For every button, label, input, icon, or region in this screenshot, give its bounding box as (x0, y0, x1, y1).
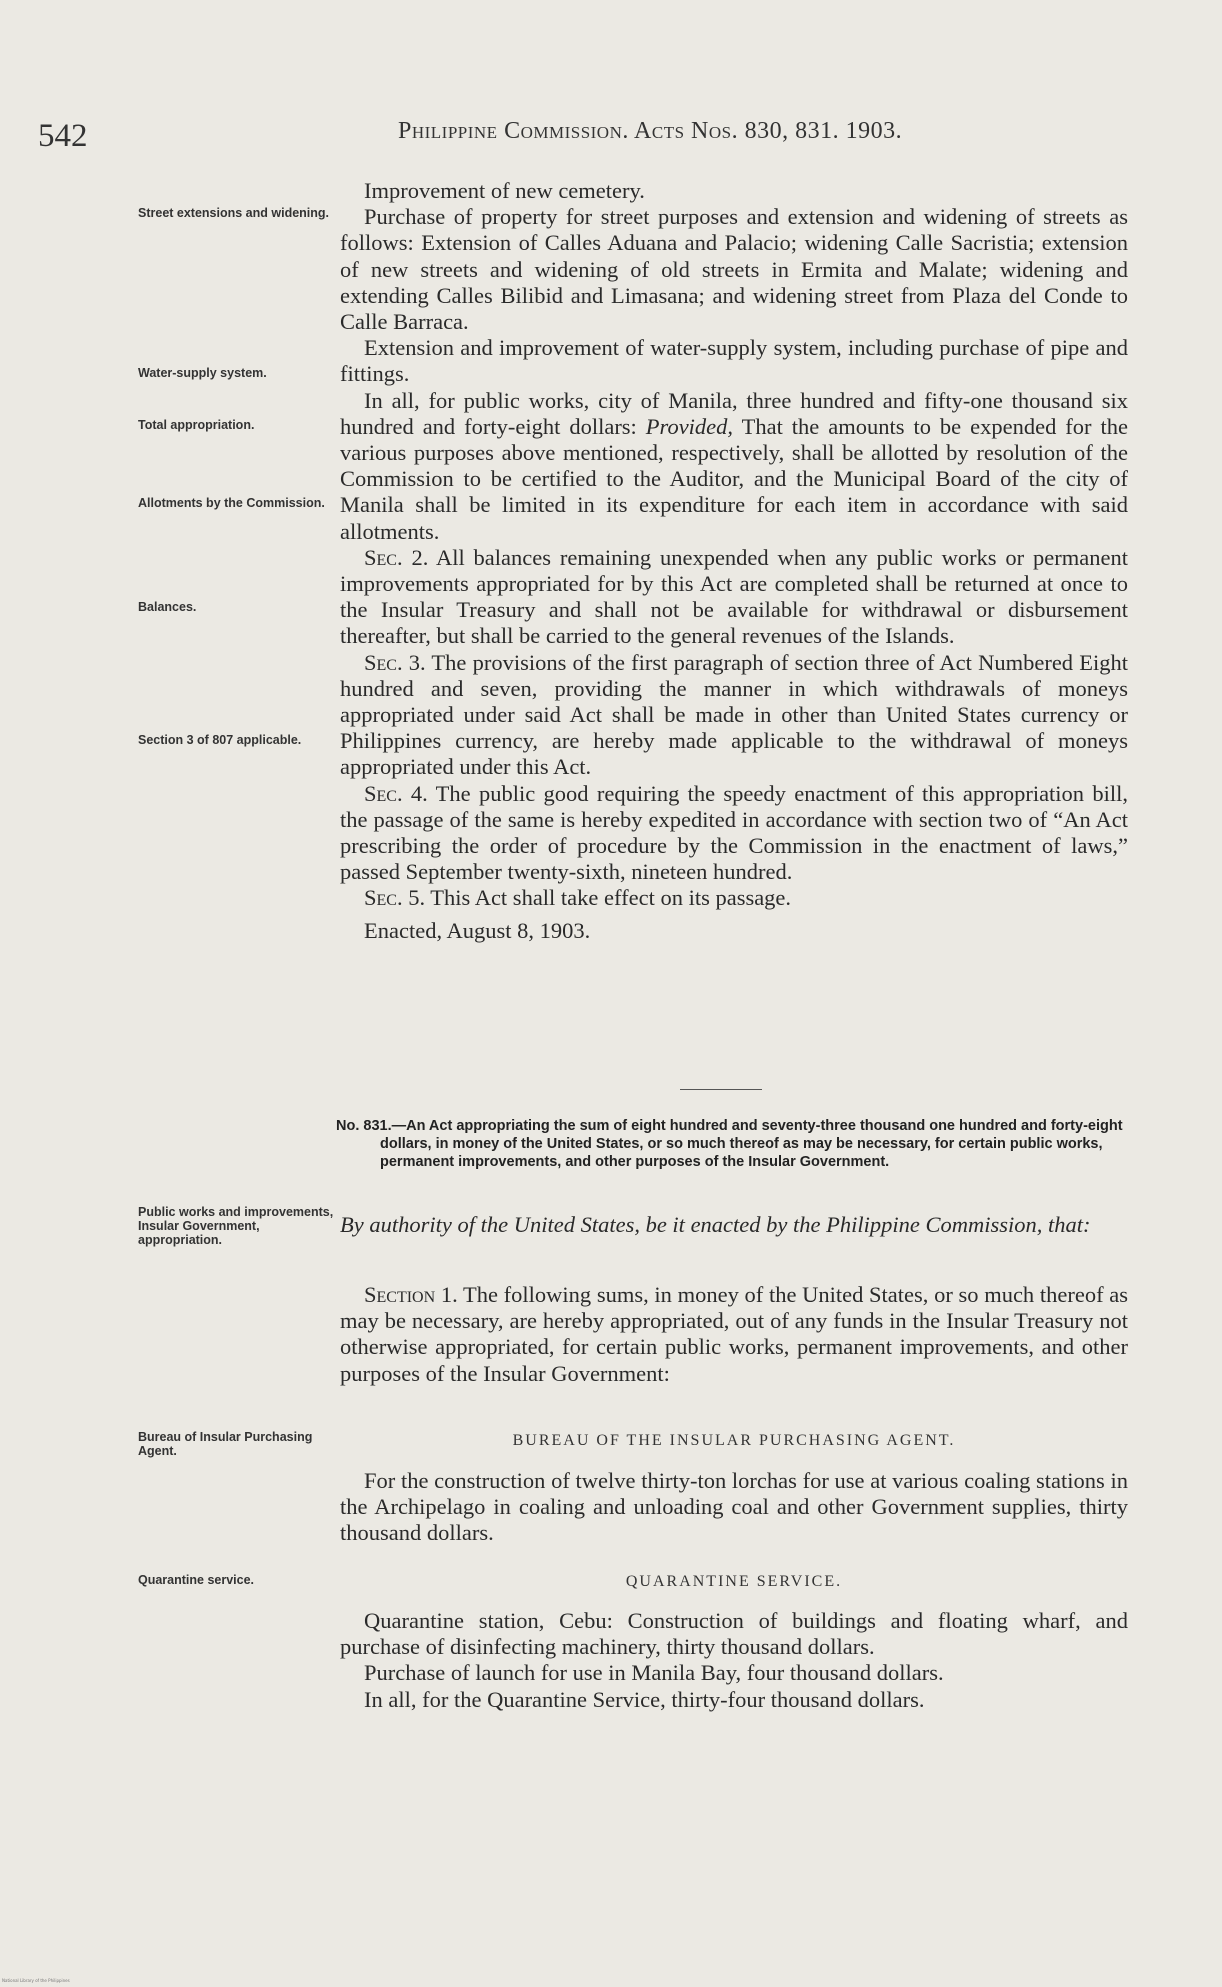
section-1-label: Section 1. (364, 1282, 458, 1307)
paragraph-section-5 (340, 885, 1128, 911)
section-3-text: The provisions of the first paragraph of section three of Act Numbered Eight hundred and seven, providing the manner in which withdrawals of moneys appropriated under said Act shall be made in other than United States currency or Philippines currency, are hereby made applicable to the withdrawal of moneys appropriated under this Act. (340, 649, 1128, 780)
section-1-block (340, 1282, 1128, 1387)
section-divider (680, 1089, 762, 1090)
heading-quarantine: QUARANTINE SERVICE. (625, 1573, 843, 1590)
paragraph-launch: Purchase of launch for use in Manila Bay, four thousand dollars. (364, 1660, 944, 1686)
section-4-text: The public good requiring the speedy enactment of this appropriation bill, the passage of the same is hereby expedited in accordance with section two of “An Act prescribing the order of procedure by the Commission in the enactment of laws,” passed September twenty-sixth, nineteen hundred. (340, 780, 1129, 885)
section-5-label: Sec. 5. (364, 885, 426, 911)
total-text-rest: That the amounts to be expended for the various purposes above mentioned, respectively, shall be allotted by resolution of the Commission to be certified to the Auditor, and the Municipal Board of the city of Manila shall be limited in its expenditure for each item in accordance with said allotments. (340, 413, 1128, 544)
heading-bureau: BUREAU OF THE INSULAR PURCHASING AGENT. (512, 1432, 956, 1449)
paragraph-section-2 (340, 545, 1128, 650)
enacting-clause (340, 1212, 1128, 1238)
act-830-body (340, 178, 1128, 944)
running-head: Philippine Commission. Acts Nos. 830, 831. 1903. (398, 118, 903, 144)
margin-note-total: Total appropriation. (138, 418, 255, 432)
total-text: In all, for public works, city of Manila, three hundred and fifty-one thousand six hundred and forty-eight dollars: (340, 387, 1128, 439)
margin-note-street: Street extensions and widening. (138, 206, 330, 220)
page-number: 542 (38, 118, 88, 154)
paragraph-section-4 (340, 781, 1128, 886)
act-831-heading (336, 1117, 1126, 1171)
margin-note-allotments: Allotments by the Commission. (138, 496, 325, 510)
section-1-text: The following sums, in money of the United States, or so much thereof as may be necessary, are hereby appropriated, out of any funds in the Insular Treasury not otherwise appropriated, for certain public works, permanent improvements, and other purposes of the Insular Government: (340, 1282, 1128, 1386)
paragraph-lorchas: For the construction of twelve thirty-ton lorchas for use at various coaling stations in the Archipelago in coaling and unloading coal and other Government supplies, thirty thousand dollars. (340, 1468, 1128, 1546)
section-2-label: Sec. 2. (364, 544, 429, 570)
enacted-date: Enacted, August 8, 1903. (364, 917, 591, 943)
bureau-block (340, 1468, 1128, 1547)
margin-note-water: Water-supply system. (138, 366, 267, 380)
provided-italic: Provided, (645, 413, 734, 439)
section-2-text: All balances remaining unexpended when any public works or permanent improvements appropriated for by this Act are completed shall be returned at once to the Insular Treasury and shall not be available for withdrawal or disbursement thereafter, but shall be carried to the general revenues of the Islands. (340, 544, 1128, 649)
scan-footer: National Library of the Philippines (2, 1978, 70, 1983)
margin-note-bureau: Bureau of Insular Purchasing Agent. (138, 1430, 313, 1458)
margin-note-quarantine: Quarantine service. (138, 1573, 255, 1587)
paragraph-section-1 (340, 1282, 1128, 1387)
margin-note-section3: Section 3 of 807 applicable. (138, 733, 302, 747)
enacting-text: By authority of the United States, be it enacted by the Philippine Commission, that: (340, 1212, 1091, 1237)
paragraph-water-supply: Extension and improvement of water-supply system, including purchase of pipe and fittings. (340, 335, 1128, 387)
quarantine-block (340, 1608, 1128, 1713)
paragraph-total (340, 388, 1128, 545)
paragraph-section-3 (340, 650, 1128, 781)
margin-note-public-works: Public works and improvements, Insular Government, appropriation. (138, 1205, 334, 1247)
paragraph-cemetery: Improvement of new cemetery. (364, 178, 645, 203)
act-831-title: No. 831.—An Act appropriating the sum of eight hundred and seventy-three thousand one hundred and forty-eight dollars, in money of the United States, or so much thereof as may be necessary, for certain public works, permanent improvements, and other purposes of the Insular Government. (336, 1118, 1123, 1170)
paragraph-cebu-station: Quarantine station, Cebu: Construction of buildings and floating wharf, and purchase of disinfecting machinery, thirty thousand dollars. (340, 1608, 1128, 1660)
paragraph-quarantine-total: In all, for the Quarantine Service, thirty-four thousand dollars. (364, 1686, 925, 1712)
paragraph-street-purchase: Purchase of property for street purposes and extension and widening of streets as follows: Extension of Calles Aduana and Palacio; widening Calle Sacristia; extension of new streets and widening of old streets in Ermita and Malate; widening and extending Calles Bilibid and Limasana; and widening street from Plaza del Conde to Calle Barraca. (340, 204, 1128, 335)
section-3-label: Sec. 3. (364, 649, 426, 675)
section-4-label: Sec. 4. (364, 780, 428, 806)
margin-note-balances: Balances. (138, 600, 197, 614)
section-5-text: This Act shall take effect on its passage. (425, 885, 792, 911)
